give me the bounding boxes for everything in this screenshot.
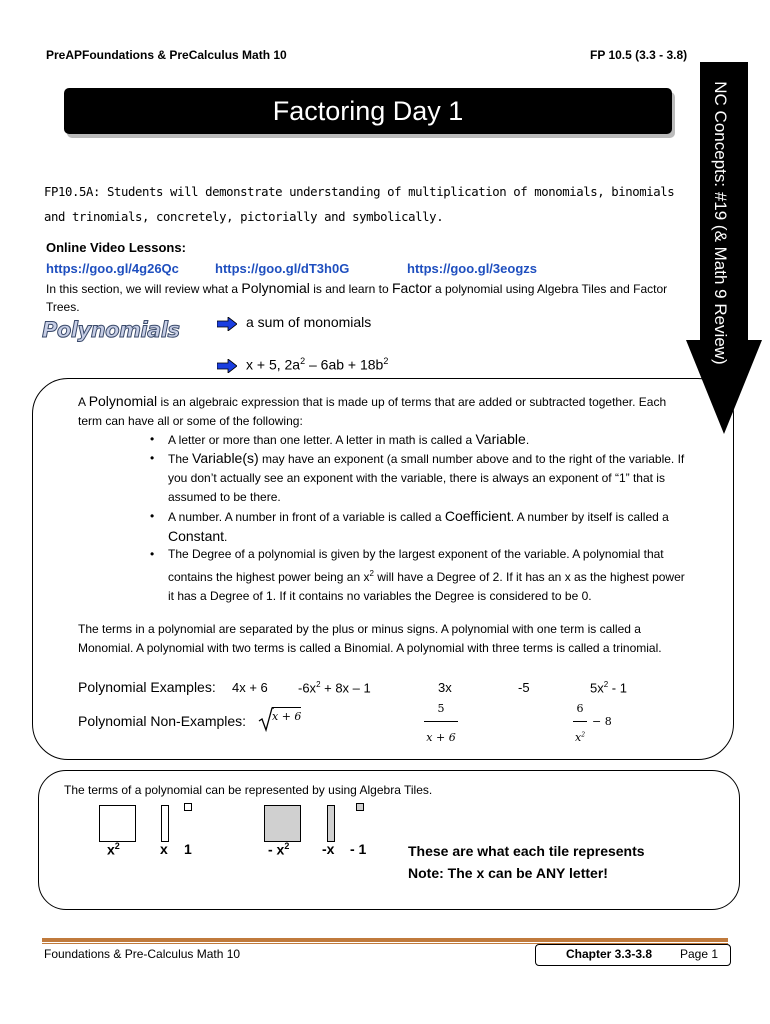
right-arrow-icon bbox=[217, 317, 237, 331]
tile-label-x-squared: $x^2$ bbox=[107, 841, 120, 858]
terms-paragraph: The terms in a polynomial are separated by the plus or minus signs. A polynomial with one term is called a Monomial. A polynomial with two terms is called a Binomial. A polynomial with three terms is called a trinomial. bbox=[78, 622, 662, 655]
tile-neg-x bbox=[327, 805, 335, 842]
tile-neg-x-squared bbox=[264, 805, 301, 842]
tile-x bbox=[161, 805, 169, 842]
right-arrow-icon bbox=[217, 359, 237, 373]
example-3: 3x bbox=[438, 680, 452, 695]
tile-label-neg-x: -x bbox=[322, 841, 335, 857]
arrow-example: x + 5, $2a^2 - 6ab + 18b^2$ bbox=[246, 356, 389, 373]
example-1: 4x + 6 bbox=[232, 680, 268, 695]
sqrt-radicand: x + 6 bbox=[272, 707, 301, 723]
tile-label-x: x bbox=[160, 841, 168, 857]
side-banner-text: NC Concepts: #19 (& Math 9 Review) bbox=[711, 81, 730, 365]
header-course: PreAPFoundations & PreCalculus Math 10 bbox=[46, 48, 287, 62]
arrow-definition: a sum of monomials bbox=[246, 314, 372, 330]
fraction-1-numerator: 5 bbox=[437, 702, 445, 715]
example-4: -5 bbox=[518, 680, 530, 695]
footer-course: Foundations & Pre-Calculus Math 10 bbox=[44, 947, 241, 961]
footer-rule bbox=[42, 938, 728, 942]
fraction-2-denominator: $x^2$ bbox=[574, 731, 586, 744]
intro-paragraph: In this section, we will review what a Polynomial is and learn to Factor a polynomial using Algebra Tiles and Factor Trees. bbox=[46, 280, 668, 314]
fraction-2-numerator: 6 bbox=[576, 702, 584, 715]
tile-x-squared bbox=[99, 805, 136, 842]
side-banner bbox=[700, 68, 740, 378]
tile-label-neg-x-squared: - $x^2$ bbox=[268, 841, 290, 858]
fraction-bar bbox=[573, 721, 587, 722]
fraction-1-denominator: x + 6 bbox=[426, 731, 456, 744]
video-link-2[interactable]: https://goo.gl/dT3h0G bbox=[215, 261, 350, 276]
online-lessons-label: Online Video Lessons: bbox=[46, 240, 186, 255]
tile-label-neg-one: - 1 bbox=[350, 841, 367, 857]
bullet-exponent: • The Variable(s) may have an exponent (a small number above and to the right of the variable. If you don’t actually see an exponent with the variable, there is always an exponent of “1” that is assumed to be there. bbox=[150, 450, 685, 504]
fraction-bar bbox=[424, 721, 458, 722]
nonexamples-label: Polynomial Non-Examples: bbox=[78, 713, 247, 729]
tiles-note-line-1: These are what each tile represents bbox=[408, 843, 645, 859]
footer-page: Page 1 bbox=[680, 947, 719, 961]
video-link-3[interactable]: https://goo.gl/3eogzs bbox=[407, 261, 537, 276]
tiles-note bbox=[408, 840, 645, 884]
examples-label: Polynomial Examples: bbox=[78, 679, 216, 695]
bullet-variable: • A letter or more than one letter. A letter in math is called a Variable. bbox=[150, 431, 530, 447]
bullet-coefficient: • A number. A number in front of a variable is called a Coefficient. A number by itself is called a Constant. bbox=[150, 508, 669, 544]
polynomials-logo: Polynomials bbox=[42, 318, 180, 342]
tiles-note-line-2: Note: The x can be ANY letter! bbox=[408, 865, 608, 881]
video-link-1[interactable]: https://goo.gl/4g26Qc bbox=[46, 261, 179, 276]
footer-chapter: Chapter 3.3-3.8 bbox=[566, 947, 653, 961]
tile-label-one: 1 bbox=[184, 841, 192, 857]
header-section: FP 10.5 (3.3 - 3.8) bbox=[590, 48, 688, 62]
example-2: $-6x^2 + 8x - 1$ bbox=[298, 680, 371, 696]
outcome-statement: FP10.5A: Students will demonstrate understanding of multiplication of monomials, binomials and trinomials, concretely, pictorially and symbolically. bbox=[44, 185, 675, 224]
fraction-2-minus: − 8 bbox=[592, 715, 612, 728]
bullet-degree: • The Degree of a polynomial is given by the largest exponent of the variable. A polynomial that contains the highest power being an $x^2$ will have a Degree of 2. If it has an x as the highest power it has a Degree of 1. If it contains no variables the Degree is considered to be 0. bbox=[150, 547, 685, 603]
tile-one bbox=[184, 803, 192, 811]
tile-neg-one bbox=[356, 803, 364, 811]
tiles-intro: The terms of a polynomial can be represented by using Algebra Tiles. bbox=[64, 783, 433, 797]
example-5: $5x^2 - 1$ bbox=[590, 680, 627, 696]
polynomial-definition: A Polynomial is an algebraic expression that is made up of terms that are added or subtracted together. Each term can have all or some of the following: bbox=[78, 393, 667, 428]
page-title: Factoring Day 1 bbox=[64, 88, 672, 134]
